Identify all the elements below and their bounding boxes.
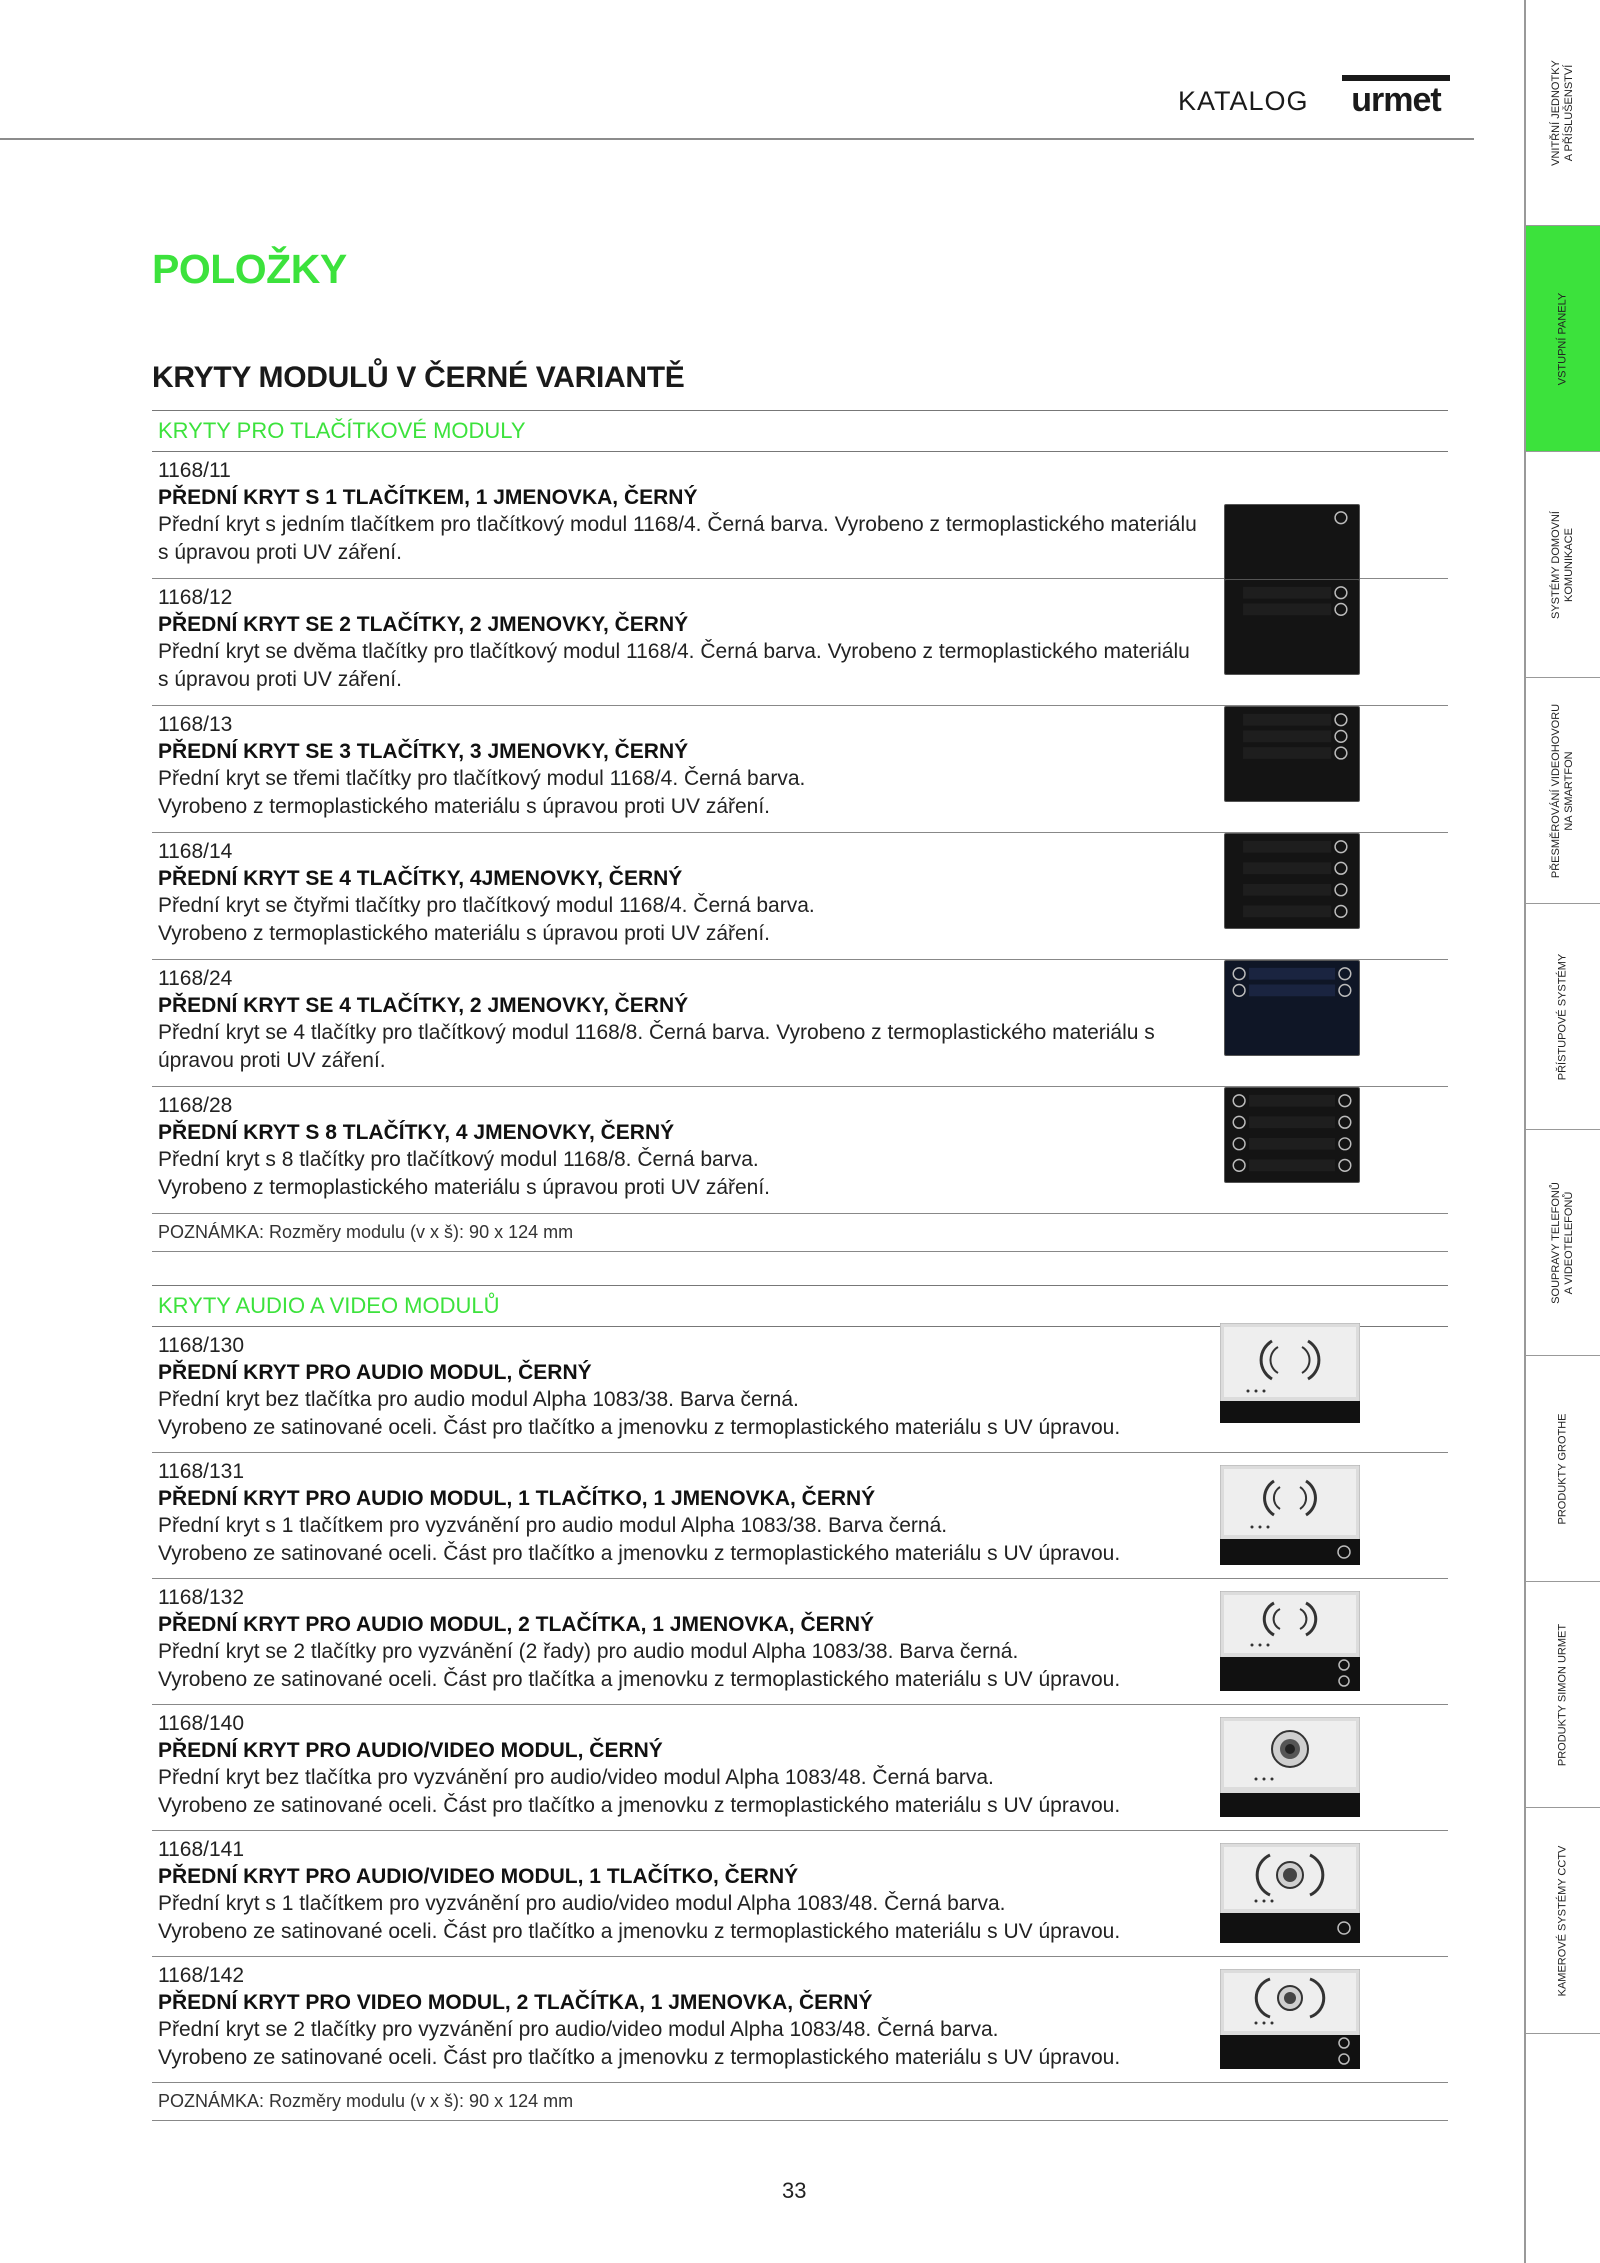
- product-item: [152, 833, 1448, 960]
- tab-label: PŘESMĚROVÁNÍ VIDEOHOVORU: [1550, 703, 1562, 878]
- product-name: PŘEDNÍ KRYT SE 2 TLAČÍTKY, 2 JMENOVKY, ČERNÝ: [158, 613, 689, 636]
- product-item: [152, 1087, 1448, 1214]
- product-desc: Přední kryt s 8 tlačítky pro tlačítkový modul 1168/8. Černá barva.: [158, 1148, 759, 1171]
- tab-label: PRODUKTY GROTHE: [1556, 1412, 1569, 1525]
- product-item: [152, 1831, 1448, 1957]
- tab-label: SYSTÉMY DOMOVNÍ: [1550, 510, 1562, 619]
- product-item: [152, 1957, 1448, 2083]
- product-item: [152, 1579, 1448, 1705]
- video-cover-2-buttons-image: [1220, 1969, 1360, 2069]
- product-name: PŘEDNÍ KRYT SE 4 TLAČÍTKY, 4JMENOVKY, ČERNÝ: [158, 867, 683, 890]
- product-name: PŘEDNÍ KRYT PRO AUDIO MODUL, 1 TLAČÍTKO, 1 JMENOVKA, ČERNÝ: [158, 1487, 876, 1510]
- page-number: 33: [782, 2178, 807, 2203]
- audio-cover-image: [1220, 1323, 1360, 1423]
- tab-label: VSTUPNÍ PANELY: [1556, 292, 1569, 385]
- page-title: POLOŽKY: [152, 246, 347, 292]
- dimensions-note: POZNÁMKA: Rozměry modulu (v x š): 90 x 124 mm: [152, 1214, 1448, 1252]
- product-desc: Přední kryt se dvěma tlačítky pro tlačítkový modul 1168/4. Černá barva. Vyrobeno z termoplastického materiálu: [158, 640, 1190, 663]
- product-code: 1168/140: [158, 1712, 245, 1735]
- product-desc: Vyrobeno z termoplastického materiálu s úpravou proti UV záření.: [158, 795, 771, 818]
- product-item: [152, 1327, 1448, 1453]
- product-code: 1168/12: [158, 586, 233, 609]
- tab-phone-kits[interactable]: [1526, 1130, 1600, 1356]
- tab-label: NA SMARTFON: [1563, 750, 1575, 831]
- product-desc: Vyrobeno ze satinované oceli. Část pro tlačítka a jmenovku z termoplastického materiálu s UV úpravou.: [158, 1668, 1121, 1691]
- dimensions-note: POZNÁMKA: Rozměry modulu (v x š): 90 x 124 mm: [152, 2083, 1448, 2121]
- group-button-covers: [152, 410, 1448, 1252]
- product-desc: Vyrobeno ze satinované oceli. Část pro tlačítko a jmenovku z termoplastického materiálu s UV úpravou.: [158, 1416, 1121, 1439]
- product-name: PŘEDNÍ KRYT PRO AUDIO/VIDEO MODUL, 1 TLAČÍTKO, ČERNÝ: [158, 1865, 799, 1888]
- product-code: 1168/132: [158, 1586, 245, 1609]
- section-sidebar: [1524, 0, 1600, 2263]
- tab-grothe-products[interactable]: [1526, 1356, 1600, 1582]
- product-item: [152, 452, 1448, 579]
- product-item: [152, 706, 1448, 833]
- tab-entrance-panels[interactable]: [1526, 226, 1600, 452]
- product-name: PŘEDNÍ KRYT PRO AUDIO/VIDEO MODUL, ČERNÝ: [158, 1739, 663, 1762]
- product-name: PŘEDNÍ KRYT PRO VIDEO MODUL, 2 TLAČÍTKA, 1 JMENOVKA, ČERNÝ: [158, 1991, 873, 2014]
- tab-intercom-systems[interactable]: [1526, 452, 1600, 678]
- product-code: 1168/13: [158, 713, 233, 736]
- tab-simon-urmet-products[interactable]: [1526, 1582, 1600, 1808]
- cover-4-buttons-image: [1224, 833, 1360, 929]
- product-desc: Přední kryt s 1 tlačítkem pro vyzvánění pro audio modul Alpha 1083/38. Barva černá.: [158, 1514, 948, 1537]
- product-item: [152, 1705, 1448, 1831]
- catalog-label: KATALOG: [1178, 86, 1309, 116]
- product-desc: Přední kryt bez tlačítka pro audio modul Alpha 1083/38. Barva černá.: [158, 1388, 799, 1411]
- cover-4-buttons-2-labels-image: [1224, 960, 1360, 1056]
- tab-label: A VIDEOTELEFONŮ: [1563, 1191, 1575, 1294]
- tab-indoor-units[interactable]: [1526, 0, 1600, 226]
- product-item: [152, 579, 1448, 706]
- urmet-logo: [1342, 75, 1450, 115]
- tab-cctv-systems[interactable]: [1526, 1808, 1600, 2034]
- product-code: 1168/141: [158, 1838, 245, 1861]
- product-desc: s úpravou proti UV záření.: [158, 541, 402, 564]
- product-desc: Vyrobeno ze satinované oceli. Část pro tlačítko a jmenovku z termoplastického materiálu s UV úpravou.: [158, 1794, 1121, 1817]
- product-desc: s úpravou proti UV záření.: [158, 668, 402, 691]
- product-code: 1168/24: [158, 967, 233, 990]
- tab-label: A PŘÍSLUŠENSTVÍ: [1563, 64, 1575, 161]
- product-desc: Vyrobeno z termoplastického materiálu s úpravou proti UV záření.: [158, 922, 771, 945]
- tab-label: PŘÍSTUPOVÉ SYSTÉMY: [1556, 953, 1569, 1080]
- audio-cover-2-buttons-image: [1220, 1591, 1360, 1691]
- tab-label: KAMEROVÉ SYSTÉMY CCTV: [1556, 1845, 1569, 1996]
- product-code: 1168/14: [158, 840, 233, 863]
- product-desc: Přední kryt se 2 tlačítky pro vyzvánění pro audio/video modul Alpha 1083/48. Černá barva.: [158, 2018, 999, 2041]
- product-desc: úpravou proti UV záření.: [158, 1049, 386, 1072]
- cover-8-buttons-image: [1224, 1087, 1360, 1183]
- product-desc: Přední kryt se třemi tlačítky pro tlačítkový modul 1168/4. Černá barva.: [158, 767, 806, 790]
- header-rule: [0, 138, 1474, 140]
- product-desc: Vyrobeno ze satinované oceli. Část pro tlačítko a jmenovku z termoplastického materiálu s UV úpravou.: [158, 2046, 1121, 2069]
- product-name: PŘEDNÍ KRYT S 8 TLAČÍTKY, 4 JMENOVKY, ČERNÝ: [158, 1121, 675, 1144]
- product-desc: Vyrobeno ze satinované oceli. Část pro tlačítko a jmenovku z termoplastického materiálu s UV úpravou.: [158, 1542, 1121, 1565]
- group-heading: KRYTY AUDIO A VIDEO MODULŮ: [152, 1285, 1448, 1327]
- product-code: 1168/28: [158, 1094, 233, 1117]
- product-desc: Vyrobeno z termoplastického materiálu s úpravou proti UV záření.: [158, 1176, 771, 1199]
- product-item: [152, 960, 1448, 1087]
- tab-label: KOMUNIKACE: [1563, 527, 1575, 602]
- product-desc: Přední kryt se 2 tlačítky pro vyzvánění (2 řady) pro audio modul Alpha 1083/38. Barva černá.: [158, 1640, 1019, 1663]
- product-name: PŘEDNÍ KRYT SE 3 TLAČÍTKY, 3 JMENOVKY, ČERNÝ: [158, 740, 689, 763]
- group-heading: KRYTY PRO TLAČÍTKOVÉ MODULY: [152, 410, 1448, 452]
- product-code: 1168/130: [158, 1334, 245, 1357]
- product-code: 1168/11: [158, 459, 231, 482]
- product-desc: Vyrobeno ze satinované oceli. Část pro tlačítko a jmenovku z termoplastického materiálu s UV úpravou.: [158, 1920, 1121, 1943]
- tab-label: SOUPRAVY TELEFONŮ: [1550, 1181, 1562, 1304]
- tab-label: VNITŘNÍ JEDNOTKY: [1550, 59, 1562, 166]
- product-desc: Přední kryt s jedním tlačítkem pro tlačítkový modul 1168/4. Černá barva. Vyrobeno z termoplastického materiálu: [158, 513, 1197, 536]
- video-cover-1-button-image: [1220, 1843, 1360, 1943]
- cover-3-buttons-image: [1224, 706, 1360, 802]
- product-desc: Přední kryt se 4 tlačítky pro tlačítkový modul 1168/8. Černá barva. Vyrobeno z termoplastického materiálu s: [158, 1021, 1155, 1044]
- product-name: PŘEDNÍ KRYT PRO AUDIO MODUL, ČERNÝ: [158, 1361, 592, 1384]
- product-name: PŘEDNÍ KRYT SE 4 TLAČÍTKY, 2 JMENOVKY, ČERNÝ: [158, 994, 689, 1017]
- product-code: 1168/131: [158, 1460, 245, 1483]
- tab-call-forwarding[interactable]: [1526, 678, 1600, 904]
- product-name: PŘEDNÍ KRYT PRO AUDIO MODUL, 2 TLAČÍTKA, 1 JMENOVKA, ČERNÝ: [158, 1613, 874, 1636]
- audio-cover-1-button-image: [1220, 1465, 1360, 1565]
- tab-label: PRODUKTY SIMON URMET: [1556, 1623, 1569, 1766]
- product-desc: Přední kryt bez tlačítka pro vyzvánění pro audio/video modul Alpha 1083/48. Černá barva.: [158, 1766, 994, 1789]
- product-desc: Přední kryt se čtyřmi tlačítky pro tlačítkový modul 1168/4. Černá barva.: [158, 894, 815, 917]
- product-desc: Přední kryt s 1 tlačítkem pro vyzvánění pro audio/video modul Alpha 1083/48. Černá barva.: [158, 1892, 1006, 1915]
- cover-2-buttons-image: [1224, 579, 1360, 675]
- product-item: [152, 1453, 1448, 1579]
- tab-access-systems[interactable]: [1526, 904, 1600, 1130]
- section-title: KRYTY MODULŮ V ČERNÉ VARIANTĚ: [152, 361, 685, 394]
- brand-text: urmet: [1351, 81, 1441, 115]
- product-name: PŘEDNÍ KRYT S 1 TLAČÍTKEM, 1 JMENOVKA, ČERNÝ: [158, 486, 698, 509]
- group-audio-video-covers: [152, 1285, 1448, 2121]
- video-cover-image: [1220, 1717, 1360, 1817]
- product-code: 1168/142: [158, 1964, 245, 1987]
